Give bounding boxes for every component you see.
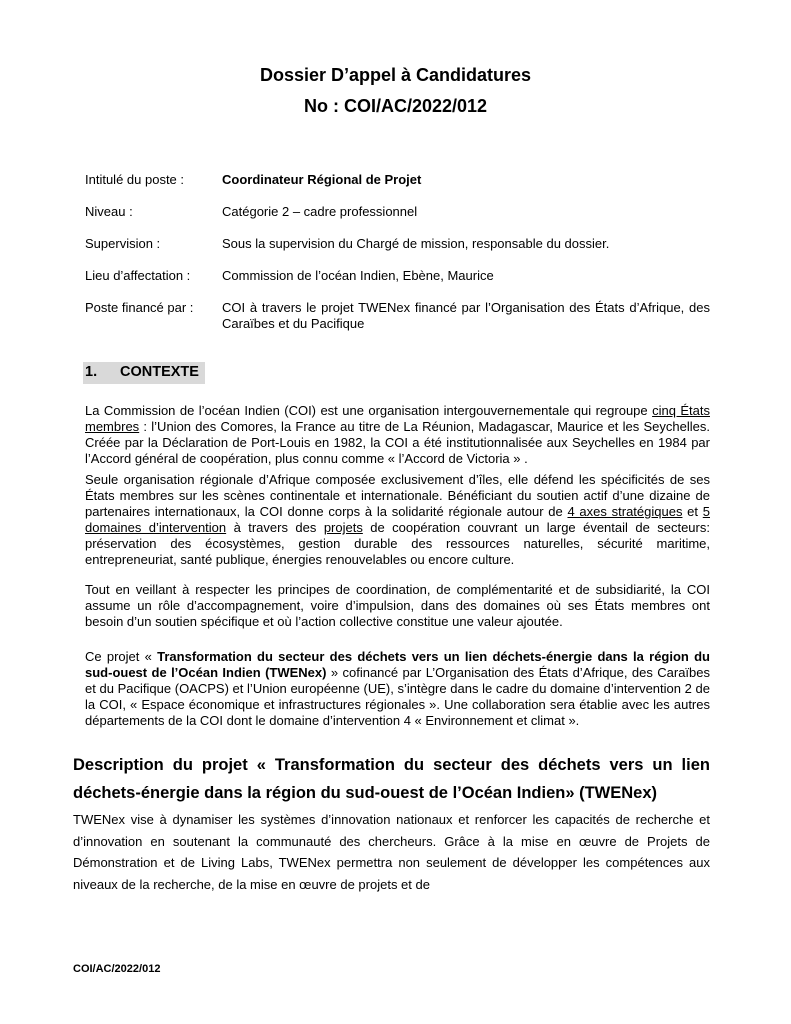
field-row-supervision: [85, 236, 710, 252]
paragraph-text: Ce projet «: [85, 649, 158, 664]
paragraph-text: » cofinancé par L’Organisation des États d’Afrique, des Caraïbes et du Pacifique (OACPS) et l’Union européenne (UE), s’intègre dans le cadre du domaine d’intervention 2 de la COI, « Espace économique et infrastructures régionales ». Une collaboration sera établie avec les autres départements de la COI dont le domaine d’intervention 4 « Environnement et climat ».: [85, 665, 710, 728]
section-title: CONTEXTE: [120, 364, 199, 380]
underlined-phrase-projets: projets: [323, 520, 363, 535]
field-row-intitule: [85, 172, 710, 188]
field-value: Coordinateur Régional de Projet: [222, 172, 422, 187]
field-value: Catégorie 2 – cadre professionnel: [222, 204, 418, 219]
paragraph-text: et: [682, 504, 703, 519]
field-row-niveau: [85, 204, 710, 220]
context-paragraph-4: [85, 649, 710, 729]
underlined-phrase-axes-strategiques: 4 axes stratégiques: [567, 504, 683, 519]
field-label: Niveau :: [85, 204, 133, 219]
field-value: Commission de l’océan Indien, Ebène, Maurice: [222, 268, 494, 283]
field-row-lieu-affectation: [85, 268, 710, 284]
document-title: [81, 60, 710, 122]
paragraph-text: Tout en veillant à respecter les principes de coordination, de complémentarité et de subsidiarité, la COI assume un rôle d’accompagnement, voire d’impulsion, dans des domaines où ses États membres ont besoin d’un soutien spécifique et où l’action collective constitue une valeur ajoutée.: [85, 582, 710, 629]
project-description-heading: Description du projet « Transformation du secteur des déchets vers un lien déchets-énergie dans la région du sud-ouest de l’Océan Indien» (TWENex): [73, 756, 710, 802]
bold-project-title: Transformation du secteur des déchets vers un lien déchets-énergie dans la région du sud-ouest de l’Océan Indien (TWENex): [85, 649, 710, 680]
underlined-phrase-etats-membres: cinq États membres: [85, 403, 710, 434]
job-summary-fields: [73, 172, 710, 332]
context-paragraph-2: [85, 472, 710, 568]
paragraph-text: La Commission de l’océan Indien (COI) est une organisation intergouvernementale qui regroupe: [85, 403, 653, 418]
document-title-line2: No : COI/AC/2022/012: [303, 96, 488, 116]
project-description-paragraph: TWENex vise à dynamiser les systèmes d’innovation nationaux et renforcer les capacités de recherche et d’innovation en soutenant la communauté des chercheurs. Grâce à la mise en œuvre de Projets de Démonstration et de Living Labs, TWENex permettra non seulement de développer les compétences aux niveaux de la recherche, de la mise en œuvre de projets et de: [73, 812, 710, 892]
footer-reference: COI/AC/2022/012: [73, 963, 161, 975]
underlined-phrase-domaines-intervention: 5 domaines d’intervention: [85, 504, 710, 535]
field-label: Supervision :: [85, 236, 161, 251]
field-label: Intitulé du poste :: [85, 172, 185, 187]
document-title-line1: Dossier D’appel à Candidatures: [259, 65, 532, 85]
section-number: 1.: [85, 364, 98, 380]
field-row-poste-finance: [85, 300, 710, 332]
paragraph-text: à travers des: [226, 520, 324, 535]
field-label: Poste financé par :: [85, 300, 194, 315]
paragraph-text: Seule organisation régionale d’Afrique composée exclusivement d’îles, elle défend les spécificités de ses États membres sur les scènes continentale et internationale. Bénéficiant du soutien actif d’une dizaine de partenaires internationaux, la COI donne corps à la solidarité régionale autour de: [85, 472, 710, 519]
section-heading-contexte: [83, 362, 710, 384]
field-value: Sous la supervision du Chargé de mission, responsable du dossier.: [222, 236, 610, 251]
context-paragraph-3: [85, 582, 710, 630]
section-heading-highlight: [83, 362, 205, 384]
paragraph-text: de coopération couvrant un large éventail de secteurs: préservation des écosystèmes, gestion durable des ressources naturelles, sécurité maritime, entrepreneuriat, santé publique, énergies renouvelables ou encore culture.: [85, 520, 710, 567]
context-paragraph-1: [85, 403, 710, 467]
field-label: Lieu d’affectation :: [85, 268, 191, 283]
paragraph-text: : l’Union des Comores, la France au titre de La Réunion, Madagascar, Maurice et les Seychelles. Créée par la Déclaration de Port-Louis en 1982, la COI a été institutionnalisée aux Seychelles en 1984 par l’Accord général de coopération, plus connu comme « l’Accord de Victoria » .: [85, 419, 710, 466]
field-value: COI à travers le projet TWENex financé par l’Organisation des États d’Afrique, des Caraïbes et du Pacifique: [222, 300, 710, 331]
